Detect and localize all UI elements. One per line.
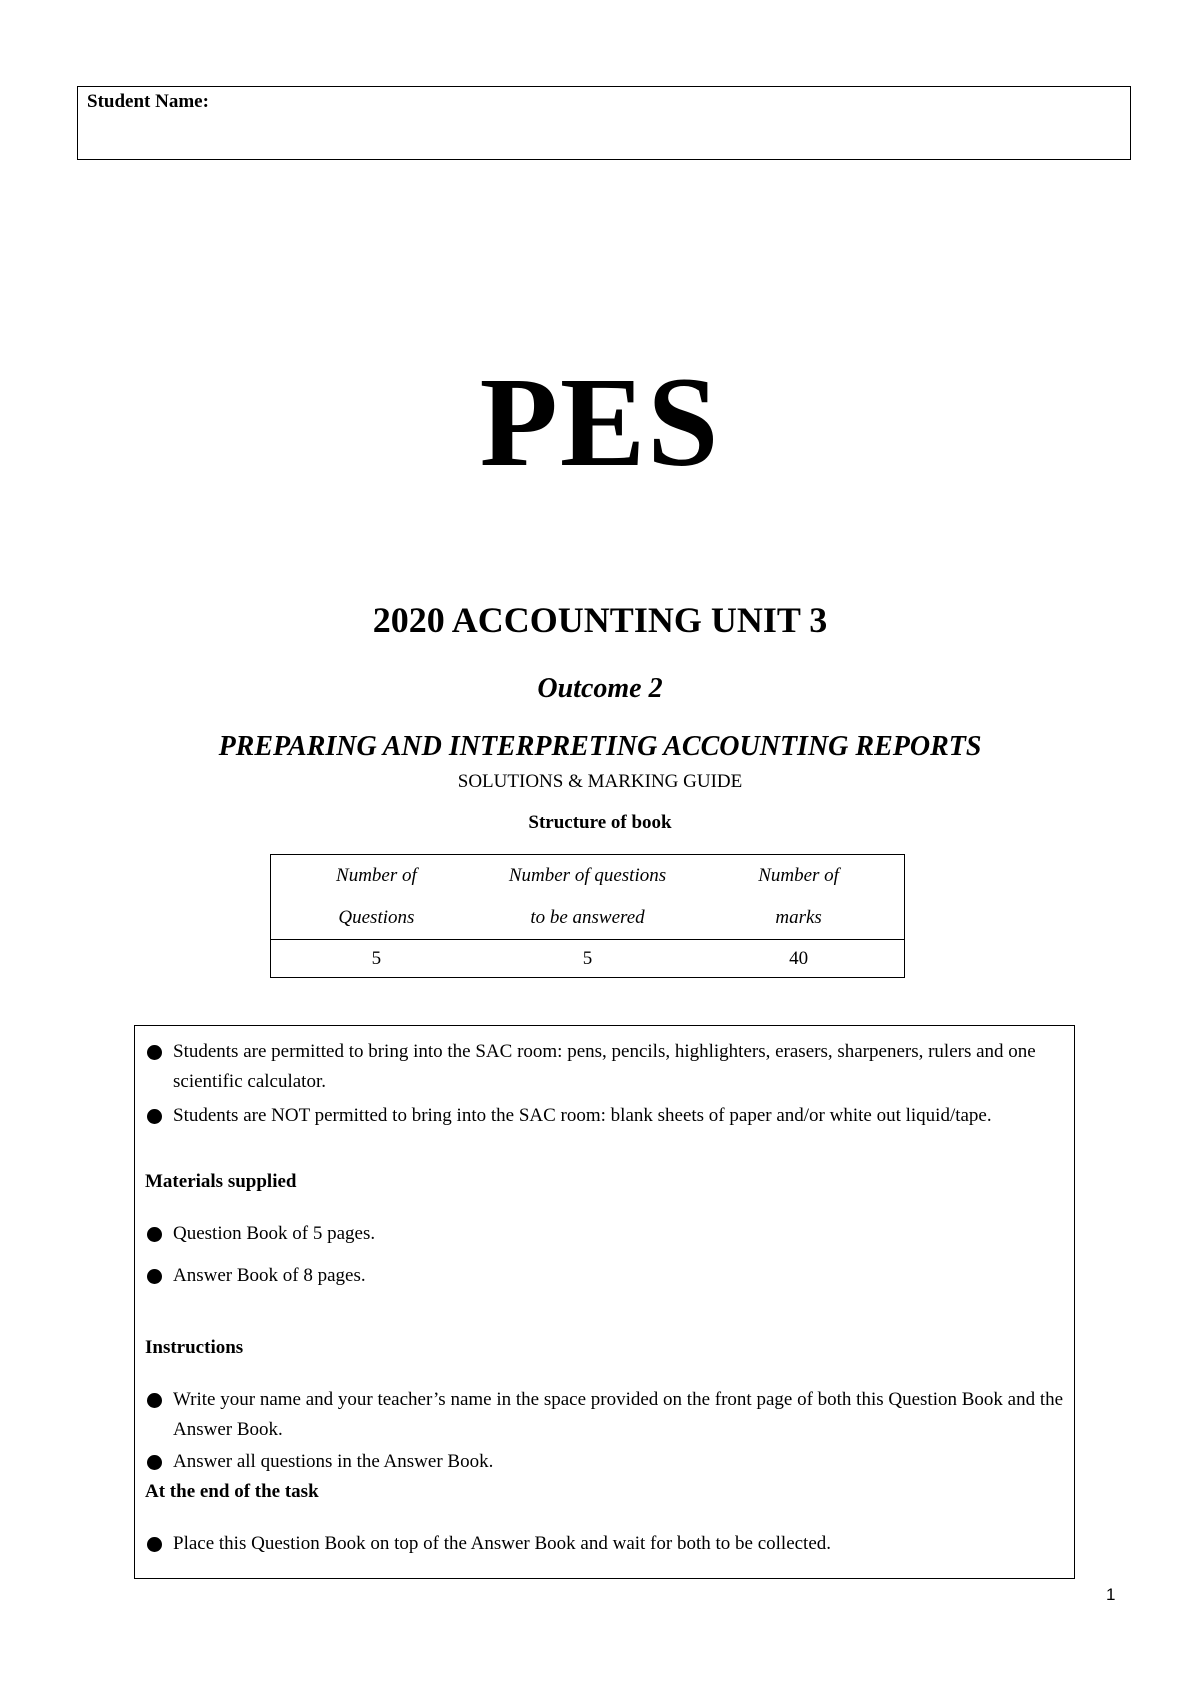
bullet-icon — [147, 1227, 162, 1242]
materials-heading: Materials supplied — [145, 1171, 297, 1192]
structure-header-row — [271, 855, 905, 940]
pes-logo: PES — [479, 351, 721, 493]
instruction-item — [145, 1447, 1064, 1477]
material-item-text: Question Book of 5 pages. — [173, 1223, 376, 1244]
bullet-icon — [147, 1455, 162, 1470]
structure-heading: Structure of book — [528, 812, 672, 833]
instruction-item-text: Write your name and your teacher’s name in the space provided on the front page of both this Question Book and the Answer Book. — [173, 1389, 1064, 1440]
rule-not-permitted-text: Students are NOT permitted to bring into the SAC room: blank sheets of paper and/or white out liquid/tape. — [173, 1105, 992, 1126]
document-subtitle: PREPARING AND INTERPRETING ACCOUNTING REPORTS — [218, 731, 982, 762]
document-title: 2020 ACCOUNTING UNIT 3 — [372, 600, 828, 640]
value-questions-to-answer: 5 — [582, 947, 593, 969]
rule-not-permitted — [145, 1101, 1064, 1131]
bullet-icon — [147, 1269, 162, 1284]
instruction-item-text: Answer all questions in the Answer Book. — [173, 1451, 494, 1472]
instruction-item — [145, 1385, 1064, 1445]
solutions-guide-label: SOLUTIONS & MARKING GUIDE — [457, 771, 743, 792]
structure-values-row — [271, 940, 905, 978]
outcome-heading: Outcome 2 — [537, 673, 663, 704]
header-number-of-questions: Number of Questions — [271, 855, 482, 940]
rule-permitted-text: Students are permitted to bring into the SAC room: pens, pencils, highlighters, erasers, sharpeners, rulers and one scientific calculator. — [173, 1041, 1036, 1092]
structure-table — [270, 854, 905, 978]
value-number-of-questions: 5 — [371, 947, 382, 969]
student-name-label: Student Name: — [87, 91, 209, 112]
instructions-box — [134, 1025, 1075, 1579]
value-number-of-marks: 40 — [789, 947, 809, 969]
header-number-of-marks: Number of marks — [693, 855, 904, 940]
material-item-text: Answer Book of 8 pages. — [173, 1265, 366, 1286]
bullet-icon — [147, 1045, 162, 1060]
student-name-box[interactable] — [77, 86, 1131, 160]
page-number: 1 — [1106, 1585, 1116, 1604]
end-of-task-heading: At the end of the task — [145, 1481, 319, 1502]
end-of-task-item-text: Place this Question Book on top of the Answer Book and wait for both to be collected. — [173, 1533, 832, 1554]
bullet-icon — [147, 1109, 162, 1124]
bullet-icon — [147, 1537, 162, 1552]
rule-permitted — [145, 1037, 1064, 1097]
instructions-heading: Instructions — [145, 1337, 244, 1358]
bullet-icon — [147, 1393, 162, 1408]
material-item — [145, 1261, 1064, 1291]
header-questions-to-answer: Number of questions to be answered — [482, 855, 693, 940]
material-item — [145, 1219, 1064, 1249]
end-of-task-item — [145, 1529, 1064, 1559]
